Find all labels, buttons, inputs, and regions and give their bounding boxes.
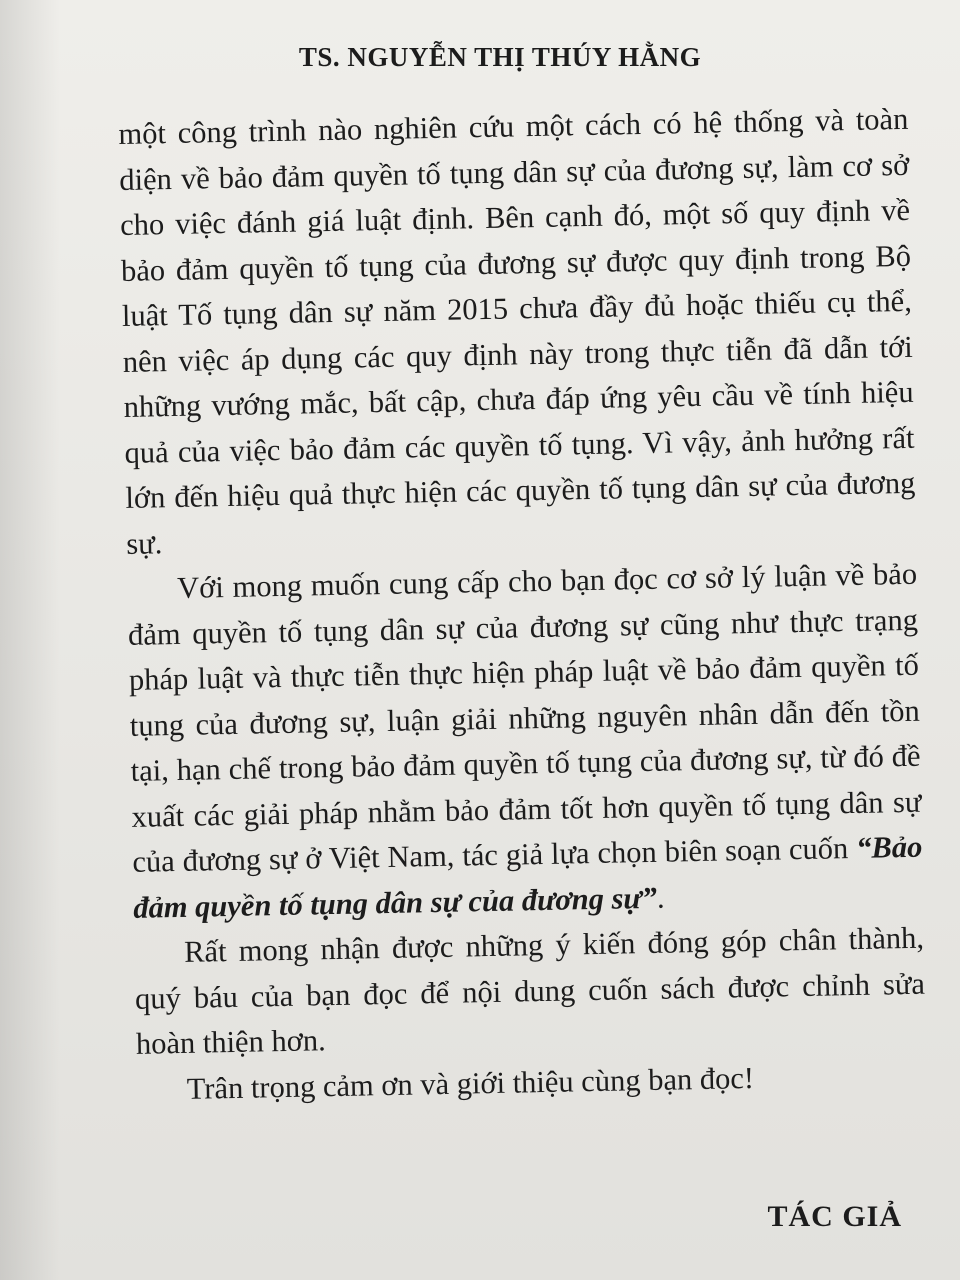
author-signature: TÁC GIẢ	[767, 1200, 902, 1233]
book-title: “Bảo đảm quyền tố tụng dân sự của đương sự”	[132, 829, 923, 925]
paragraph-2-end: .	[656, 880, 665, 915]
body-text	[118, 97, 927, 1113]
paragraph-3: Rất mong nhận được những ý kiến đóng góp chân thành, quý báu của bạn đọc để nội dung cuốn sách được chỉnh sửa hoàn thiện hơn.	[134, 920, 926, 1061]
paragraph-4: Trân trọng cảm ơn và giới thiệu cùng bạn đọc!	[186, 1060, 755, 1106]
paragraph-1: một công trình nào nghiên cứu một cách có hệ thống và toàn diện về bảo đảm quyền tố tụng dân sự của đương sự, làm cơ sở cho việc đánh giá luật định. Bên cạnh đó, một số quy định về bảo đảm quyền tố tụng của đương sự được quy định trong Bộ luật Tố tụng dân sự năm 2015 chưa đầy đủ hoặc thiếu cụ thể, nên việc áp dụng các quy định này trong thực tiễn đã dẫn tới những vướng mắc, bất cập, chưa đáp ứng yêu cầu về tính hiệu quả của việc bảo đảm các quyền tố tụng. Vì vậy, ảnh hưởng rất lớn đến hiệu quả thực hiện các quyền tố tụng dân sự của đương sự.	[118, 101, 916, 561]
page-gutter-shadow	[0, 0, 60, 1280]
paragraph-2	[127, 552, 924, 931]
paragraph-2-text: Với mong muốn cung cấp cho bạn đọc cơ sở lý luận về bảo đảm quyền tố tụng dân sự của đương sự cũng như thực trạng pháp luật và thực tiễn thực hiện pháp luật về bảo đảm quyền tố tụng của đương sự, luận giải những nguyên nhân dẫn đến tồn tại, hạn chế trong bảo đảm quyền tố tụng của đương sự, từ đó đề xuất các giải pháp nhằm bảo đảm tốt hơn quyền tố tụng dân sự của đương sự ở Việt Nam, tác giả lựa chọn biên soạn cuốn	[127, 556, 922, 879]
running-head: TS. NGUYỄN THỊ THÚY HẰNG	[298, 42, 702, 72]
